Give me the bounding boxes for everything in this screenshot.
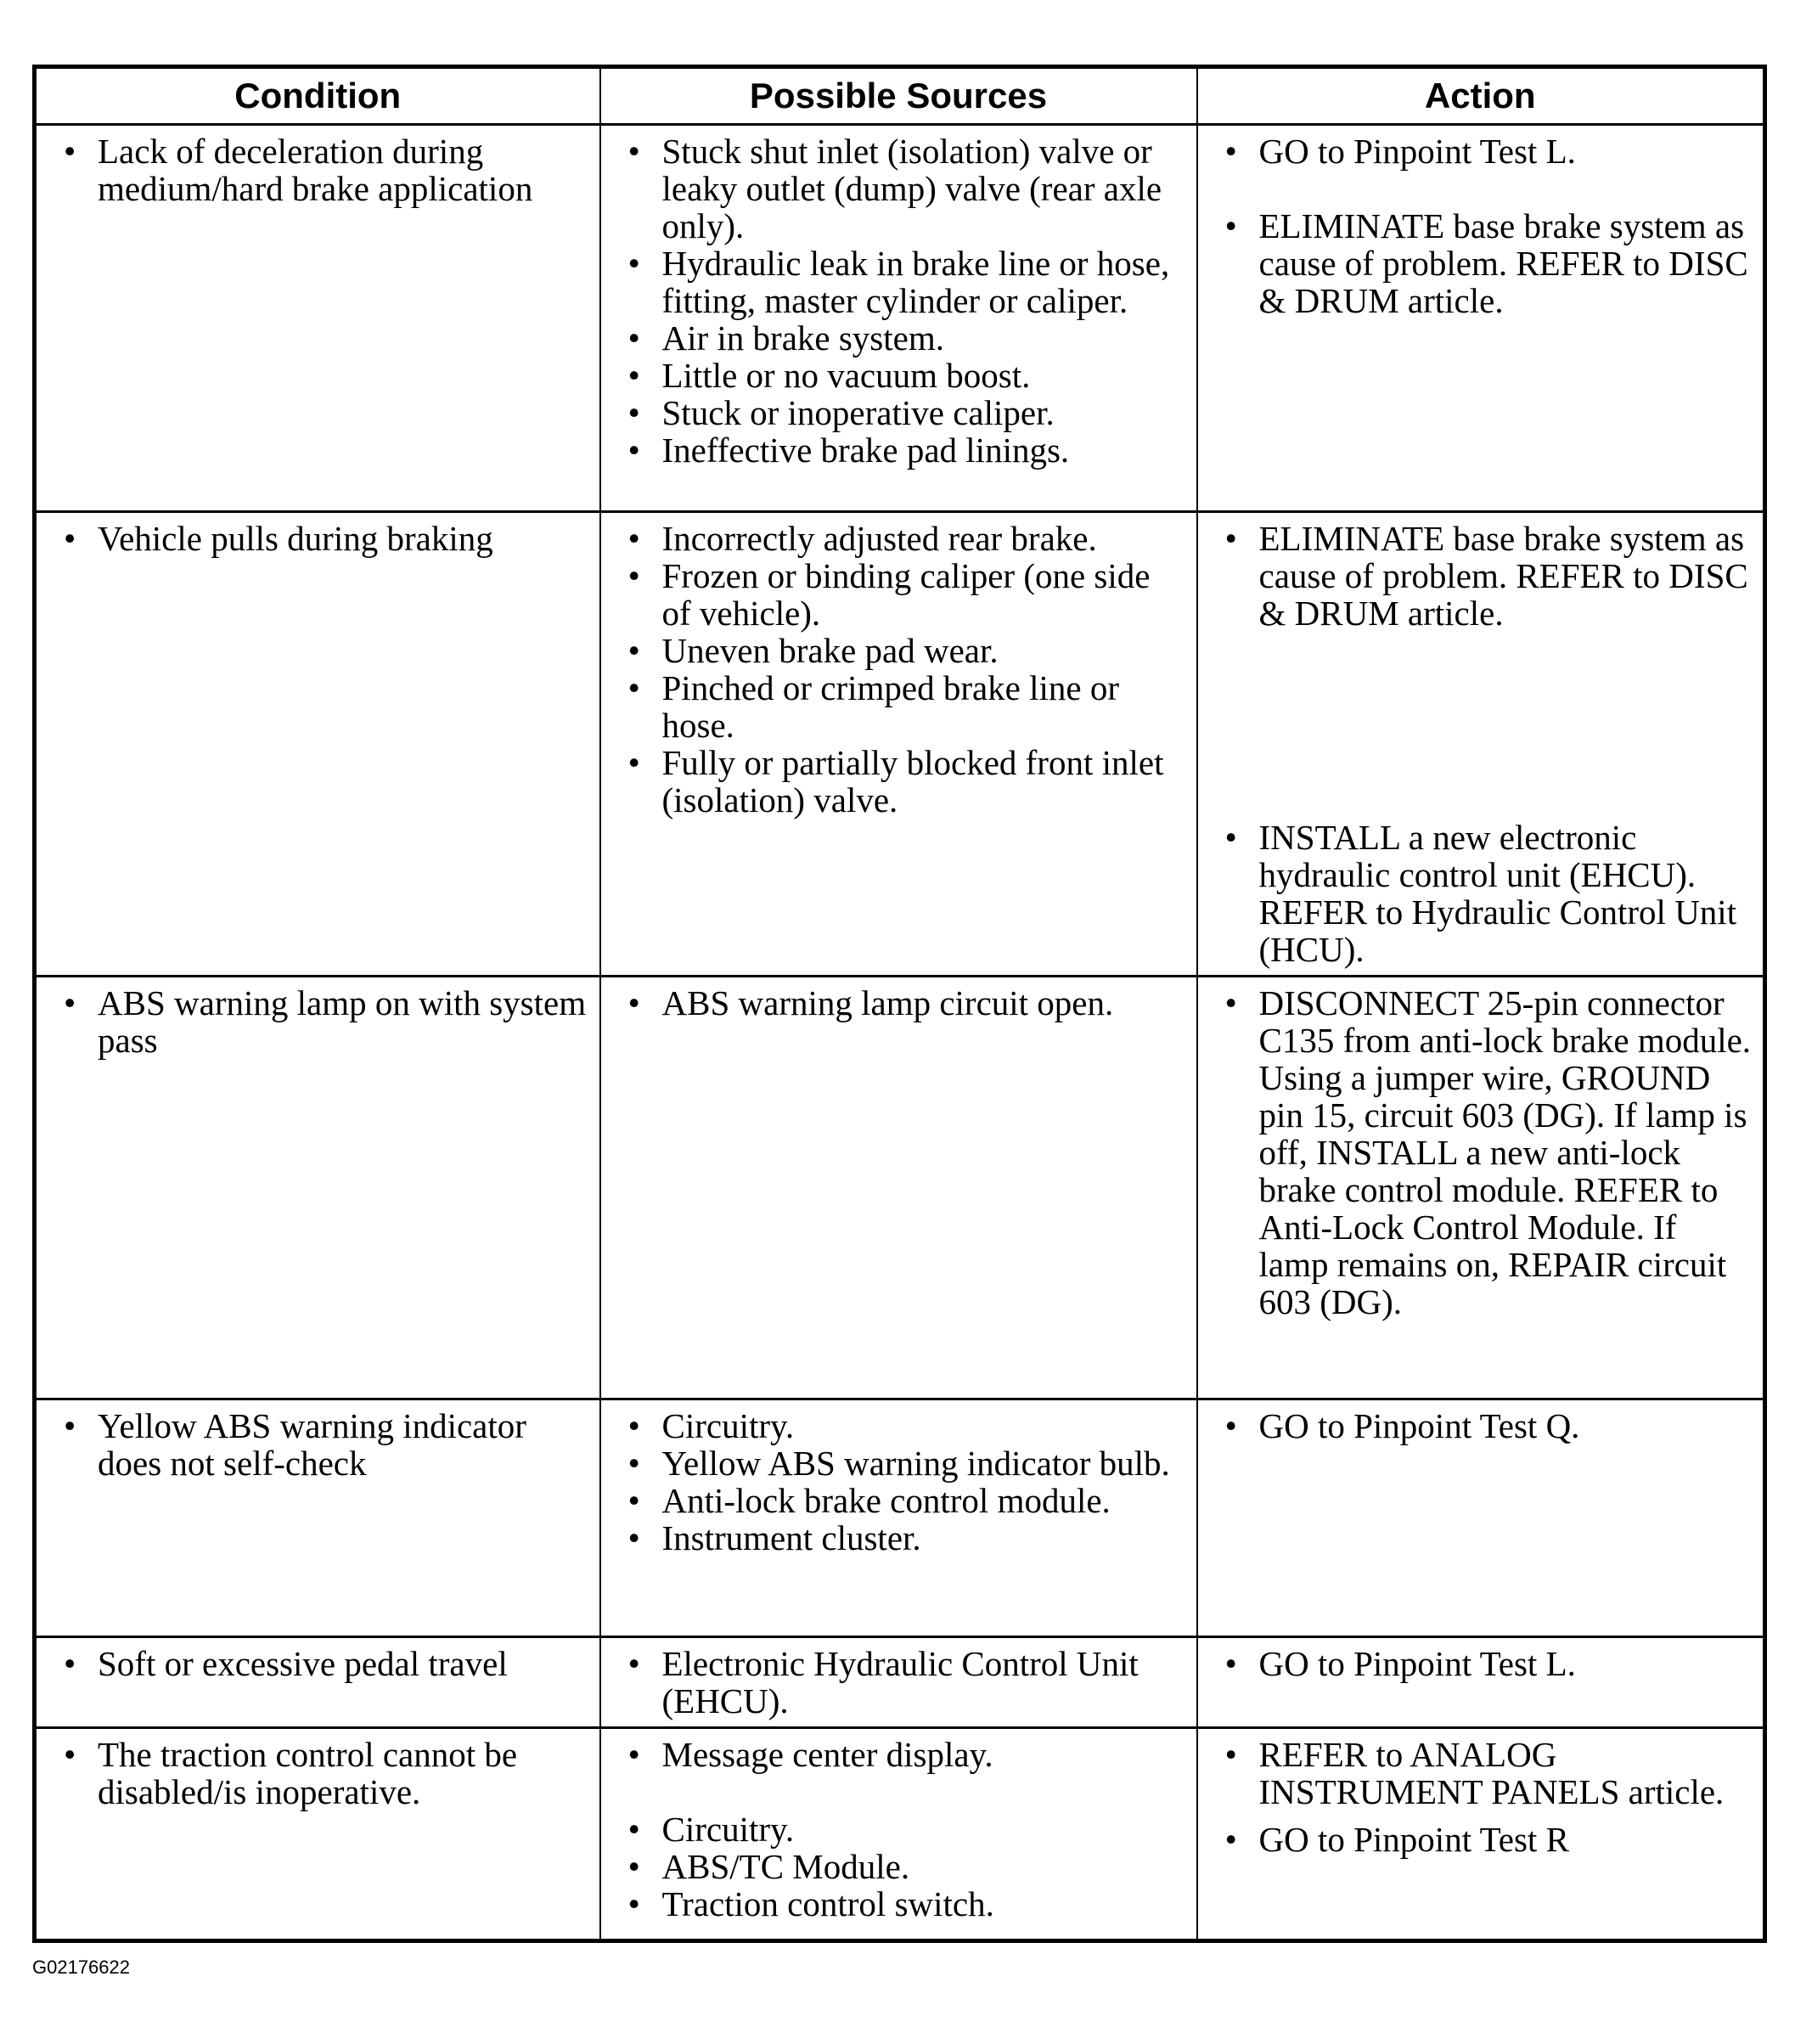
- source-item: • Air in brake system.: [611, 319, 1188, 357]
- action-item: • REFER to ANALOG INSTRUMENT PANELS article.: [1208, 1736, 1755, 1810]
- source-item: • Frozen or binding caliper (one side of vehicle).: [611, 557, 1188, 632]
- action-cell: [1197, 1637, 1765, 1728]
- source-item: • Message center display.: [611, 1736, 1188, 1773]
- source-item: • Stuck or inoperative caliper.: [611, 394, 1188, 431]
- header-condition: Condition: [35, 67, 600, 125]
- action-item: • ELIMINATE base brake system as cause of problem. REFER to DISC & DRUM article.: [1208, 520, 1755, 632]
- sources-cell: [600, 1399, 1197, 1637]
- source-item: • Traction control switch.: [611, 1885, 1188, 1923]
- source-item: • Little or no vacuum boost.: [611, 357, 1188, 394]
- condition-cell: [35, 1728, 600, 1941]
- table-row: [35, 1728, 1765, 1941]
- source-item: • ABS warning lamp circuit open.: [611, 984, 1188, 1022]
- sources-cell: [600, 977, 1197, 1399]
- condition-text: • Soft or excessive pedal travel: [47, 1645, 591, 1682]
- source-item: • Yellow ABS warning indicator bulb.: [611, 1444, 1188, 1482]
- sources-cell: [600, 512, 1197, 977]
- table-row: [35, 125, 1765, 512]
- header-row: [35, 67, 1765, 125]
- condition-cell: [35, 125, 600, 512]
- condition-text: • Vehicle pulls during braking: [47, 520, 591, 557]
- figure-code: G02176622: [32, 1957, 130, 1978]
- source-item: • Anti-lock brake control module.: [611, 1482, 1188, 1519]
- source-item: • Stuck shut inlet (isolation) valve or leaky outlet (dump) valve (rear axle only).: [611, 132, 1188, 245]
- source-item: • Circuitry.: [611, 1810, 1188, 1848]
- action-item: • DISCONNECT 25-pin connector C135 from anti-lock brake module. Using a jumper wire, GROUND pin 15, circuit 603 (DG). If lamp is off, INSTALL a new anti-lock brake control module. REFER to Anti-Lock Control Module. If lamp remains on, REPAIR circuit 603 (DG).: [1208, 984, 1755, 1320]
- source-item: • Circuitry.: [611, 1407, 1188, 1444]
- condition-text: • Lack of deceleration during medium/hard brake application: [47, 132, 591, 207]
- table-row: [35, 1399, 1765, 1637]
- source-item: • Instrument cluster.: [611, 1519, 1188, 1557]
- source-item: • Fully or partially blocked front inlet (isolation) valve.: [611, 744, 1188, 819]
- source-item: • Ineffective brake pad linings.: [611, 431, 1188, 469]
- condition-cell: [35, 1637, 600, 1728]
- condition-cell: [35, 512, 600, 977]
- action-cell: [1197, 977, 1765, 1399]
- action-cell: [1197, 512, 1765, 977]
- condition-text: • Yellow ABS warning indicator does not self-check: [47, 1407, 591, 1482]
- action-cell: [1197, 125, 1765, 512]
- action-item: • GO to Pinpoint Test Q.: [1208, 1407, 1755, 1444]
- source-item: • Hydraulic leak in brake line or hose, fitting, master cylinder or caliper.: [611, 245, 1188, 319]
- header-possible-sources: Possible Sources: [600, 67, 1197, 125]
- sources-cell: [600, 1637, 1197, 1728]
- sources-cell: [600, 1728, 1197, 1941]
- source-item: • Incorrectly adjusted rear brake.: [611, 520, 1188, 557]
- action-item: • GO to Pinpoint Test L.: [1208, 132, 1755, 170]
- sources-cell: [600, 125, 1197, 512]
- source-item: • Pinched or crimped brake line or hose.: [611, 669, 1188, 744]
- source-item: • ABS/TC Module.: [611, 1848, 1188, 1885]
- action-item: • INSTALL a new electronic hydraulic control unit (EHCU). REFER to Hydraulic Control Unit (HCU).: [1208, 819, 1755, 968]
- header-action: Action: [1197, 67, 1765, 125]
- condition-text: • ABS warning lamp on with system pass: [47, 984, 591, 1059]
- source-item: • Electronic Hydraulic Control Unit (EHCU).: [611, 1645, 1188, 1720]
- source-item: • Uneven brake pad wear.: [611, 632, 1188, 669]
- action-cell: [1197, 1399, 1765, 1637]
- action-cell: [1197, 1728, 1765, 1941]
- table-row: [35, 512, 1765, 977]
- table-row: [35, 1637, 1765, 1728]
- condition-cell: [35, 1399, 600, 1637]
- table-row: [35, 977, 1765, 1399]
- condition-cell: [35, 977, 600, 1399]
- action-item: • GO to Pinpoint Test L.: [1208, 1645, 1755, 1682]
- action-item: • ELIMINATE base brake system as cause of problem. REFER to DISC & DRUM article.: [1208, 207, 1755, 319]
- condition-text: • The traction control cannot be disabled/is inoperative.: [47, 1736, 591, 1810]
- diagnosis-table: [32, 65, 1767, 1943]
- action-item: • GO to Pinpoint Test R: [1208, 1821, 1755, 1858]
